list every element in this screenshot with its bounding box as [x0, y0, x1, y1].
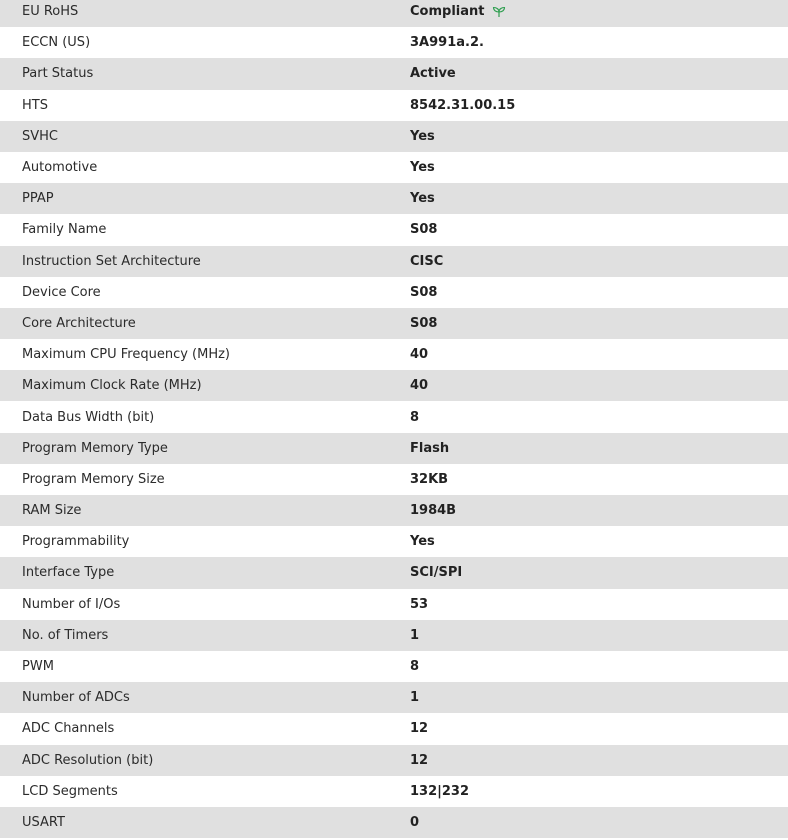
spec-row-adc-channels [0, 713, 788, 744]
spec-label: Automotive [22, 160, 98, 176]
spec-label: Maximum Clock Rate (MHz) [22, 378, 202, 394]
spec-row-adc-resolution [0, 745, 788, 776]
spec-value: 53 [410, 596, 429, 612]
spec-label: EU RoHS [22, 4, 79, 20]
spec-label: USART [22, 814, 65, 830]
spec-row-ppap [0, 183, 788, 214]
spec-row-isa [0, 246, 788, 277]
spec-value: Yes [410, 534, 435, 550]
spec-row-max-clock-rate [0, 370, 788, 401]
spec-label: ADC Resolution (bit) [22, 752, 154, 768]
leaf-icon [492, 6, 506, 18]
spec-value: S08 [410, 315, 438, 331]
spec-label: Maximum CPU Frequency (MHz) [22, 347, 230, 363]
spec-value: 132|232 [410, 783, 470, 799]
spec-row-data-bus-width [0, 401, 788, 432]
spec-label: LCD Segments [22, 783, 118, 799]
spec-label: Core Architecture [22, 315, 136, 331]
spec-row-no-of-timers [0, 620, 788, 651]
spec-value: Flash [410, 440, 450, 456]
spec-value: SCI/SPI [410, 565, 463, 581]
spec-label: Number of I/Os [22, 596, 121, 612]
spec-value: 40 [410, 378, 429, 394]
spec-row-hts [0, 90, 788, 121]
spec-label: Device Core [22, 284, 101, 300]
spec-row-lcd-segments [0, 776, 788, 807]
spec-row-programmability [0, 526, 788, 557]
spec-label: PWM [22, 659, 54, 675]
spec-row-number-of-ios [0, 589, 788, 620]
spec-label: SVHC [22, 128, 58, 144]
spec-value: 12 [410, 752, 429, 768]
spec-row-device-core [0, 277, 788, 308]
spec-row-interface-type [0, 557, 788, 588]
spec-label: ECCN (US) [22, 35, 91, 51]
spec-value: S08 [410, 284, 438, 300]
spec-label: Family Name [22, 222, 107, 238]
spec-label: Data Bus Width (bit) [22, 409, 155, 425]
spec-value: 1984B [410, 503, 457, 519]
spec-value: CISC [410, 253, 444, 269]
spec-label: PPAP [22, 191, 54, 207]
spec-value: 1 [410, 627, 420, 643]
spec-label: Interface Type [22, 565, 115, 581]
spec-label: No. of Timers [22, 627, 109, 643]
spec-row-eccn [0, 27, 788, 58]
spec-row-number-of-adcs [0, 682, 788, 713]
spec-value: Yes [410, 128, 435, 144]
spec-row-eu-rohs [0, 0, 788, 27]
spec-value: 32KB [410, 471, 449, 487]
spec-row-svhc [0, 121, 788, 152]
spec-label: Instruction Set Architecture [22, 253, 201, 269]
spec-label: Programmability [22, 534, 130, 550]
spec-value: Yes [410, 160, 435, 176]
spec-row-usart [0, 807, 788, 838]
spec-label: HTS [22, 97, 48, 113]
spec-value: 8542.31.00.15 [410, 97, 516, 113]
spec-value: 8 [410, 659, 420, 675]
spec-value: 1 [410, 690, 420, 706]
spec-row-pwm [0, 651, 788, 682]
spec-row-family-name [0, 214, 788, 245]
spec-value: 12 [410, 721, 429, 737]
spec-value: S08 [410, 222, 438, 238]
spec-label: RAM Size [22, 503, 82, 519]
spec-row-part-status [0, 58, 788, 89]
spec-row-program-memory-type [0, 433, 788, 464]
spec-label: Program Memory Size [22, 471, 165, 487]
spec-row-core-architecture [0, 308, 788, 339]
spec-row-ram-size [0, 495, 788, 526]
spec-row-automotive [0, 152, 788, 183]
spec-value: 8 [410, 409, 420, 425]
spec-value: 0 [410, 814, 420, 830]
spec-label: ADC Channels [22, 721, 115, 737]
spec-value-text: Compliant [410, 4, 485, 20]
spec-value: 40 [410, 347, 429, 363]
spec-label: Program Memory Type [22, 440, 168, 456]
spec-row-max-cpu-frequency [0, 339, 788, 370]
spec-label: Number of ADCs [22, 690, 130, 706]
spec-value: Yes [410, 191, 435, 207]
spec-label: Part Status [22, 66, 94, 82]
spec-row-program-memory-size [0, 464, 788, 495]
spec-value: 3A991a.2. [410, 35, 484, 51]
spec-value [410, 4, 506, 19]
spec-value: Active [410, 66, 456, 82]
